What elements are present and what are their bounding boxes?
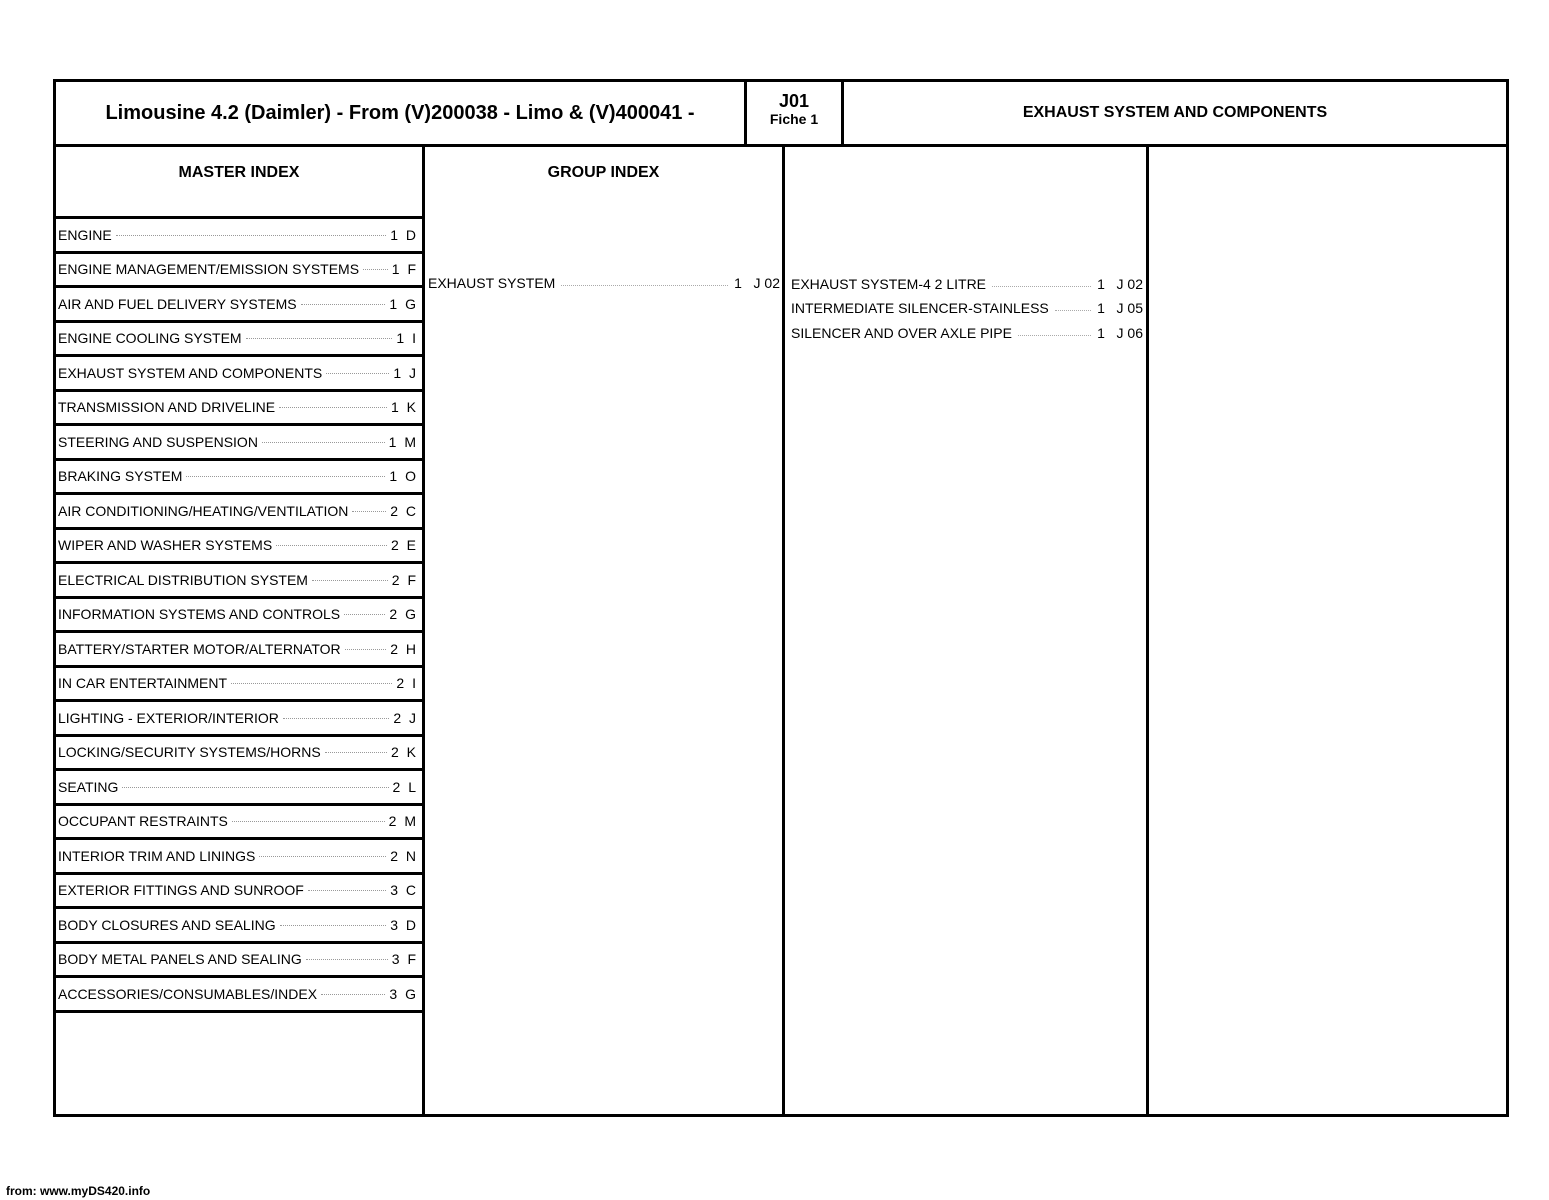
master-index-item[interactable]: ACCESSORIES/CONSUMABLES/INDEX 3 G — [56, 975, 422, 1010]
section-title: EXHAUST SYSTEM AND COMPONENTS — [1022, 104, 1328, 121]
master-index-item[interactable]: BODY METAL PANELS AND SEALING 3 F — [56, 941, 422, 976]
master-index-item[interactable]: INTERIOR TRIM AND LININGS 2 N — [56, 837, 422, 872]
master-index-item[interactable]: IN CAR ENTERTAINMENT 2 I — [56, 665, 422, 700]
vehicle-title: Limousine 4.2 (Daimler) - From (V)200038 - Limo & (V)400041 - — [105, 101, 695, 124]
master-index-item[interactable]: LOCKING/SECURITY SYSTEMS/HORNS 2 K — [56, 734, 422, 769]
master-index-item[interactable]: BRAKING SYSTEM 1 O — [56, 458, 422, 493]
column-divider — [782, 147, 785, 1114]
master-index-list — [56, 216, 422, 1056]
master-index-item[interactable]: ENGINE MANAGEMENT/EMISSION SYSTEMS 1 F — [56, 251, 422, 286]
master-index-item[interactable]: OCCUPANT RESTRAINTS 2 M — [56, 803, 422, 838]
master-index-blank-row — [56, 1010, 422, 1056]
page-code: J01 — [778, 91, 810, 111]
master-index-item[interactable]: INFORMATION SYSTEMS AND CONTROLS 2 G — [56, 596, 422, 631]
index-sheet — [53, 79, 1509, 1117]
master-index-item[interactable]: STEERING AND SUSPENSION 1 M — [56, 423, 422, 458]
master-index-item[interactable]: SEATING 2 L — [56, 768, 422, 803]
master-index-item[interactable]: AIR CONDITIONING/HEATING/VENTILATION 2 C — [56, 492, 422, 527]
master-index-item[interactable]: AIR AND FUEL DELIVERY SYSTEMS 1 G — [56, 285, 422, 320]
fiche-number: Fiche 1 — [769, 111, 819, 127]
master-index-item[interactable]: BATTERY/STARTER MOTOR/ALTERNATOR 2 H — [56, 630, 422, 665]
master-index-item[interactable]: EXHAUST SYSTEM AND COMPONENTS 1 J — [56, 354, 422, 389]
master-index-item[interactable]: EXTERIOR FITTINGS AND SUNROOF 3 C — [56, 872, 422, 907]
group-index-title: GROUP INDEX — [547, 164, 660, 181]
master-index-title: MASTER INDEX — [178, 164, 300, 181]
source-footer: from: www.myDS420.info — [6, 1184, 151, 1198]
master-index-item[interactable]: ENGINE 1 D — [56, 216, 422, 251]
master-index-item[interactable]: ELECTRICAL DISTRIBUTION SYSTEM 2 F — [56, 561, 422, 596]
sub-index-item[interactable]: EXHAUST SYSTEM-4 2 LITRE 1 J 02 — [791, 276, 1143, 292]
column-divider — [422, 147, 425, 1114]
column-divider — [1146, 147, 1149, 1114]
sub-index-item[interactable]: INTERMEDIATE SILENCER-STAINLESS 1 J 05 — [791, 300, 1143, 316]
master-index-item[interactable]: TRANSMISSION AND DRIVELINE 1 K — [56, 389, 422, 424]
master-index-item[interactable]: LIGHTING - EXTERIOR/INTERIOR 2 J — [56, 699, 422, 734]
header-divider — [56, 144, 1506, 147]
master-index-item[interactable]: ENGINE COOLING SYSTEM 1 I — [56, 320, 422, 355]
fiche-code-box — [744, 82, 844, 144]
sub-index-item[interactable]: SILENCER AND OVER AXLE PIPE 1 J 06 — [791, 325, 1143, 341]
group-index-item[interactable]: EXHAUST SYSTEM 1 J 02 — [428, 275, 780, 291]
master-index-item[interactable]: BODY CLOSURES AND SEALING 3 D — [56, 906, 422, 941]
master-index-item[interactable]: WIPER AND WASHER SYSTEMS 2 E — [56, 527, 422, 562]
